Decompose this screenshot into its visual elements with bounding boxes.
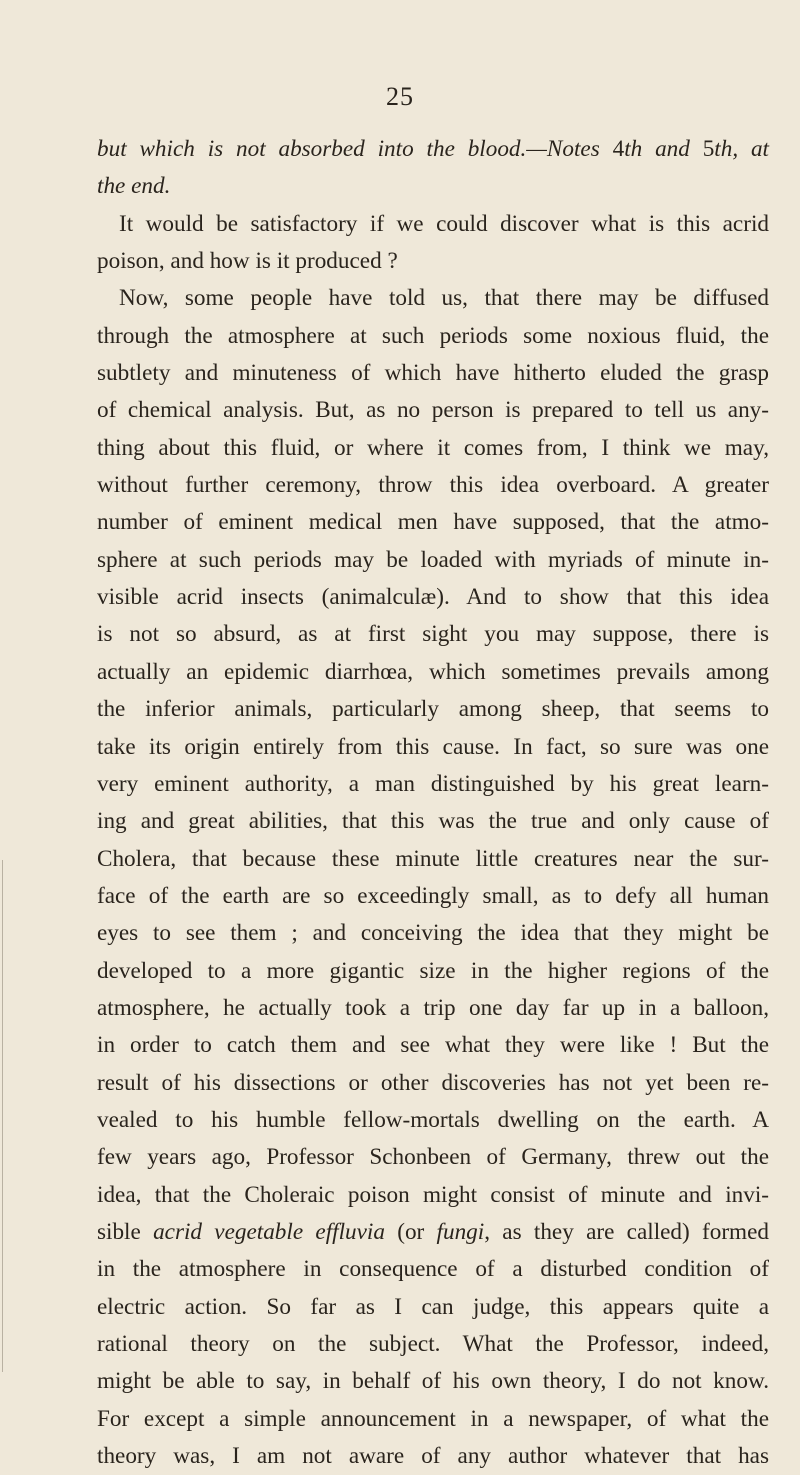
text-run: number of eminent medical men have supposed, that the atmo-: [97, 509, 769, 536]
text-line: [97, 355, 769, 392]
text-run: might be able to say, in behalf of his own theory, I do not know.: [97, 1368, 769, 1395]
text-line: [97, 392, 769, 429]
text-line: [97, 878, 769, 915]
text-line: [97, 168, 769, 205]
text-line: [97, 1289, 769, 1326]
text-run: very eminent authority, a man distinguished by his great learn-: [97, 770, 769, 797]
text-run: theory was, I am not aware of any author whatever that has: [97, 1443, 769, 1470]
text-line: [97, 729, 769, 766]
text-line: [97, 803, 769, 840]
text-line: [97, 1214, 769, 1251]
text-line: [97, 1139, 769, 1176]
text-line: [97, 1326, 769, 1363]
text-run: 5: [702, 136, 715, 162]
text-run: Cholera, that because these minute little creatures near the sur-: [97, 845, 769, 872]
text-line: [97, 1363, 769, 1400]
italic-text: fungi: [436, 1218, 485, 1245]
text-run: face of the earth are so exceedingly small, as to defy all human: [97, 882, 769, 909]
text-run: For except a simple announcement in a newspaper, of what the: [97, 1405, 769, 1432]
text-run: is not so absurd, as at first sight you may suppose, there is: [97, 621, 769, 648]
text-run: 4: [612, 136, 625, 162]
text-run: subtlety and minuteness of which have hitherto eluded the grasp: [97, 360, 769, 387]
italic-text: the end.: [97, 173, 171, 200]
text-run: vealed to his humble fellow-mortals dwelling on the earth. A: [97, 1106, 769, 1133]
text-run: sphere at such periods may be loaded with myriads of minute in-: [97, 546, 769, 573]
text-line: [97, 206, 769, 243]
text-run: through the atmosphere at such periods some noxious fluid, the: [97, 322, 769, 349]
text-run: in order to catch them and see what they were like ! But the: [97, 1032, 769, 1059]
text-line: [97, 1438, 769, 1475]
text-line: [97, 318, 769, 355]
text-run: It would be satisfactory if we could discover what is this acrid: [119, 210, 769, 237]
text-line: [97, 542, 769, 579]
text-line: [97, 766, 769, 803]
text-line: [97, 1065, 769, 1102]
text-run: poison, and how is it produced ?: [97, 248, 398, 275]
text-line: [97, 280, 769, 317]
italic-text: th and: [624, 136, 703, 162]
text-run: without further ceremony, throw this idea overboard. A greater: [97, 472, 769, 499]
text-line: [97, 467, 769, 504]
text-line: [97, 579, 769, 616]
text-run: thing about this fluid, or where it comes from, I think we may,: [97, 434, 769, 461]
text-line: [97, 990, 769, 1027]
text-run: few years ago, Professor Schonbeen of Germany, threw out the: [97, 1144, 769, 1171]
text-line: [97, 243, 769, 280]
text-line: [97, 915, 769, 952]
text-run: of chemical analysis. But, as no person is prepared to tell us any-: [97, 397, 769, 424]
text-run: atmosphere, he actually took a trip one day far up in a balloon,: [97, 994, 769, 1021]
text-run: developed to a more gigantic size in the higher regions of the: [97, 957, 769, 984]
text-line: [97, 953, 769, 990]
text-run: ing and great abilities, that this was the true and only cause of: [97, 808, 769, 835]
text-line: [97, 1027, 769, 1064]
text-run: the inferior animals, particularly among sheep, that seems to: [97, 696, 769, 723]
text-line: [97, 1401, 769, 1438]
text-line: [97, 1251, 769, 1288]
text-line: [97, 616, 769, 653]
text-run: in the atmosphere in consequence of a disturbed condition of: [97, 1256, 769, 1283]
italic-text: but which is not absorbed into the blood.—Notes: [97, 136, 613, 162]
text-line: [97, 841, 769, 878]
text-run: Now, some people have told us, that there may be diffused: [119, 285, 769, 312]
page-number: 25: [386, 82, 414, 111]
text-line: [97, 430, 769, 467]
text-run: eyes to see them ; and conceiving the idea that they might be: [97, 920, 769, 947]
text-run: result of his dissections or other discoveries has not yet been re-: [97, 1069, 769, 1096]
body-text: [97, 131, 769, 1475]
text-run: rational theory on the subject. What the Professor, indeed,: [97, 1331, 769, 1357]
text-run: , as they are called) formed: [484, 1218, 769, 1245]
text-run: (or: [384, 1218, 437, 1245]
text-run: electric action. So far as I can judge, this appears quite a: [97, 1293, 769, 1320]
text-line: [97, 131, 769, 168]
text-run: idea, that the Choleraic poison might consist of minute and invi-: [97, 1181, 769, 1208]
page-edge-shadow: [2, 860, 3, 1372]
text-line: [97, 504, 769, 541]
text-run: actually an epidemic diarrhœa, which sometimes prevails among: [97, 658, 769, 685]
text-run: sible: [97, 1218, 154, 1245]
text-line: [97, 654, 769, 691]
italic-text: acrid vegetable effluvia: [153, 1218, 385, 1245]
italic-text: th, at: [714, 136, 769, 162]
text-line: [97, 1177, 769, 1214]
text-run: take its origin entirely from this cause. In fact, so sure was one: [97, 733, 769, 760]
text-line: [97, 1102, 769, 1139]
text-line: [97, 691, 769, 728]
text-run: visible acrid insects (animalculæ). And to show that this idea: [97, 584, 769, 611]
